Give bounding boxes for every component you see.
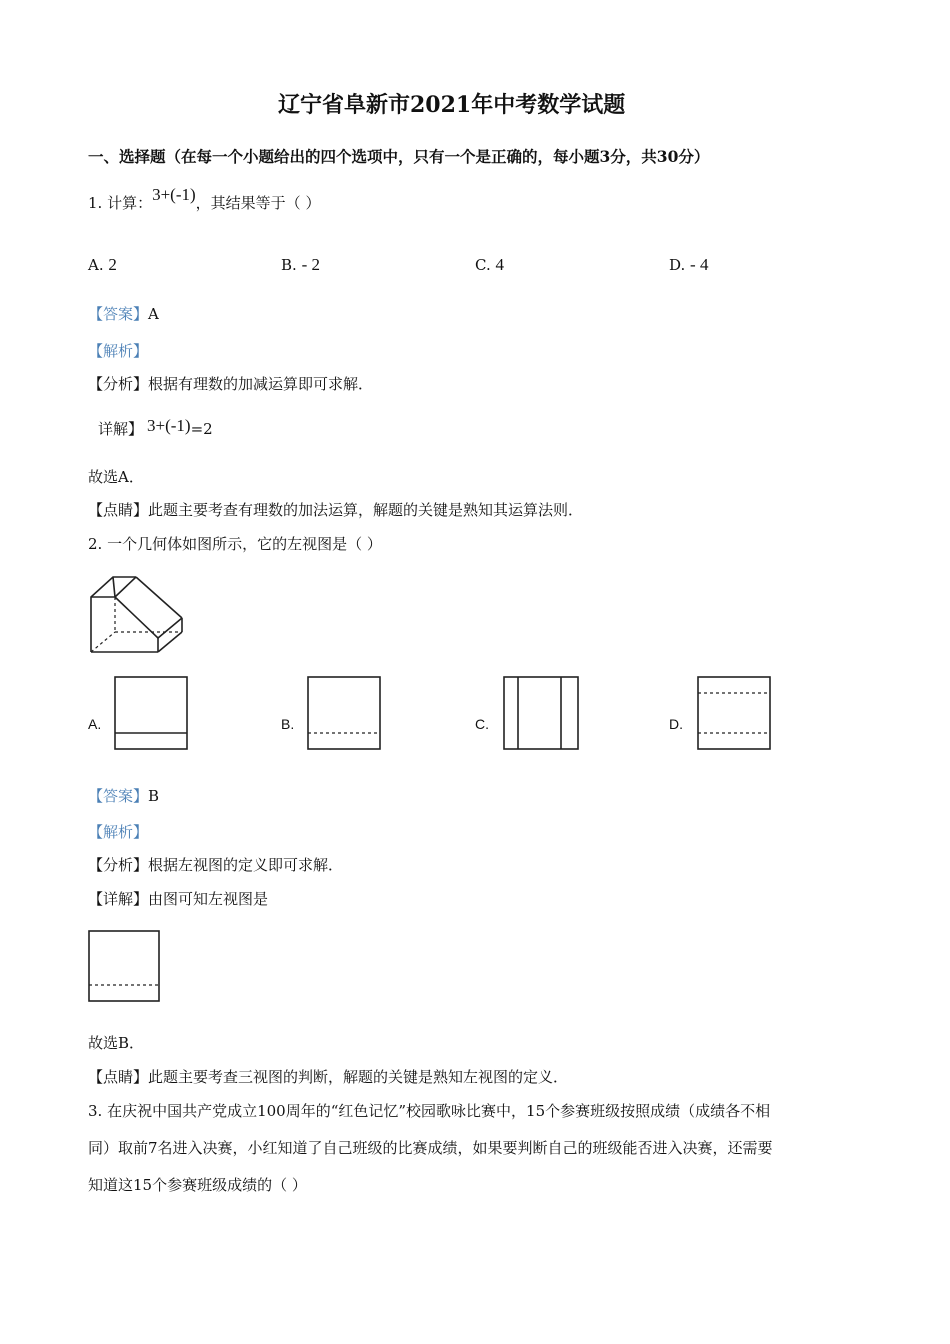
q2-option-a-figure (114, 676, 188, 750)
q2-option-c-figure (503, 676, 579, 750)
q2-dianjing: 【点睛】此题主要考查三视图的判断，解题的关键是熟知左视图的定义． (88, 1068, 569, 1086)
q3-line-1: 3. 在庆祝中国共产党成立100周年的“红色记忆”校园歌咏比赛中，15个参赛班级按照成绩（成绩各不相 (88, 1102, 771, 1120)
q2-option-b-label: B. (281, 716, 295, 732)
q2-conclusion: 故选B． (88, 1034, 145, 1052)
q1-fenxi: 【分析】根据有理数的加减运算即可求解． (88, 375, 374, 393)
q1-option-a: A. 2 (88, 255, 117, 274)
q2-jiexi-tag: 【解析】 (88, 823, 149, 841)
q2-option-c-label: C. (475, 716, 489, 732)
answer-tag: 【答案】 (88, 787, 149, 805)
q1-option-d: D. - 4 (669, 255, 709, 274)
q2-answer-figure (88, 930, 162, 1004)
answer-tag: 【答案】 (88, 305, 149, 323)
q2-option-d-figure (697, 676, 771, 750)
q2-option-d-label: D. (669, 716, 683, 732)
q1-jiexi-tag: 【解析】 (88, 342, 149, 360)
q1-option-b: B. - 2 (281, 255, 320, 274)
q1-xiangjie: 详解】 3+(-1)=2 (98, 416, 213, 438)
q2-stem: 2. 一个几何体如图所示，它的左视图是（ ） (88, 535, 382, 553)
q2-fenxi: 【分析】根据左视图的定义即可求解． (88, 856, 344, 874)
q2-answer: 【答案】B (88, 787, 160, 805)
q1-answer: 【答案】A (88, 305, 159, 323)
q2-option-a-label: A. (88, 716, 102, 732)
q3-line-3: 知道这15个参赛班级成绩的（ ） (88, 1176, 307, 1194)
q2-solid-figure (88, 570, 188, 660)
q1-stem (88, 185, 321, 213)
q2-xiangjie: 【详解】由图可知左视图是 (88, 890, 269, 908)
q1-option-c: C. 4 (475, 255, 504, 274)
q1-conclusion: 故选A． (88, 468, 144, 486)
q1-expression: 3+(-1) (152, 185, 196, 204)
q3-line-2: 同）取前7名进入决赛，小红知道了自己班级的比赛成绩，如果要判断自己的班级能否进入决赛，还需要 (88, 1139, 773, 1157)
q1-prefix: 1. 计算： (88, 194, 153, 212)
q2-option-b-figure (307, 676, 381, 750)
page-title: 辽宁省阜新市2021年中考数学试题 (278, 92, 626, 118)
q1-dianjing: 【点睛】此题主要考查有理数的加法运算，解题的关键是熟知其运算法则． (88, 501, 584, 519)
q1-suffix: ，其结果等于（ ） (195, 194, 321, 212)
section-heading: 一、选择题（在每一个小题给出的四个选项中，只有一个是正确的，每小题3分，共30分） (88, 147, 710, 166)
